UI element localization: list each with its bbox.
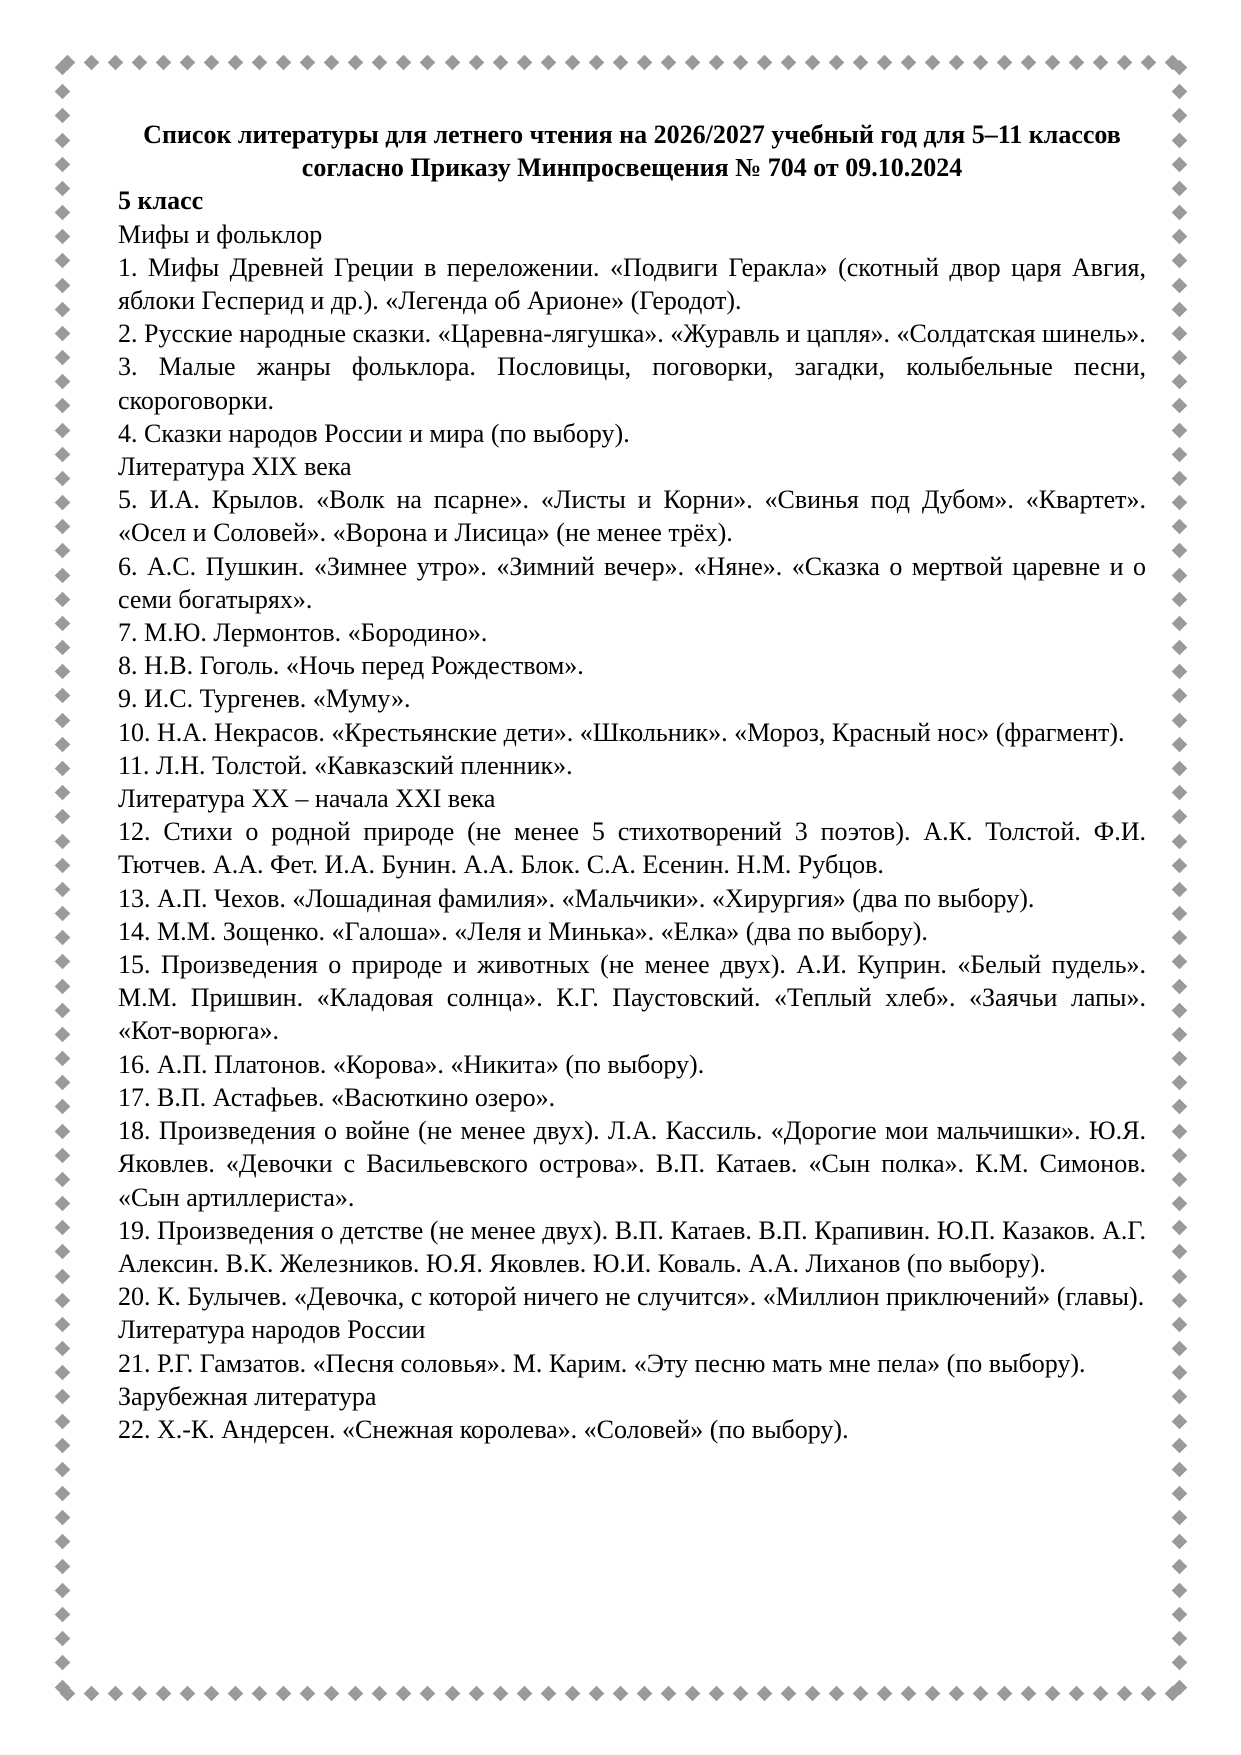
diamond-icon (54, 398, 70, 414)
diamond-icon (54, 519, 70, 535)
diamond-icon (1117, 1685, 1133, 1701)
diamond-icon (829, 1685, 845, 1701)
list-item: 1. Мифы Древней Греции в переложении. «Подвиги Геракла» (скотный двор царя Авгия, яблоки Гесперид и др.). «Легенда об Арионе» (Геродот). (118, 252, 1146, 316)
diamond-icon (54, 132, 70, 148)
page-border-left (52, 62, 72, 1693)
diamond-icon (1171, 229, 1187, 245)
document-title: Список литературы для летнего чтения на 2026/2027 учебный год для 5–11 классов согласно Приказу Минпросвещения № 704 от 09.10.2024 (143, 120, 1121, 183)
diamond-icon (1093, 54, 1109, 70)
list-item: 18. Произведения о войне (не менее двух). Л.А. Кассиль. «Дорогие мои мальчишки». Ю.Я. Яковлев. «Девочки с Васильевского острова». В.П. Катаев. «Сын полка». К.М. Симонов. «Сын артиллериста». (118, 1116, 1146, 1212)
diamond-icon (1171, 1027, 1187, 1043)
diamond-icon (661, 54, 677, 70)
diamond-icon (204, 54, 220, 70)
diamond-icon (612, 1685, 628, 1701)
diamond-icon (54, 1607, 70, 1623)
diamond-icon (420, 1685, 436, 1701)
diamond-icon (1045, 1685, 1061, 1701)
diamond-icon (228, 54, 244, 70)
diamond-icon (396, 1685, 412, 1701)
diamond-icon (1171, 1123, 1187, 1139)
diamond-icon (901, 54, 917, 70)
diamond-icon (1171, 954, 1187, 970)
diamond-icon (348, 1685, 364, 1701)
diamond-icon (516, 54, 532, 70)
diamond-icon (54, 882, 70, 898)
diamond-icon (1021, 1685, 1037, 1701)
diamond-icon (1171, 712, 1187, 728)
diamond-icon (925, 1685, 941, 1701)
diamond-icon (636, 54, 652, 70)
diamond-icon (54, 1051, 70, 1067)
diamond-icon (54, 712, 70, 728)
diamond-icon (228, 1685, 244, 1701)
diamond-icon (1171, 616, 1187, 632)
diamond-icon (54, 1583, 70, 1599)
reading-list (118, 218, 1146, 1447)
diamond-icon (54, 422, 70, 438)
diamond-icon (54, 1655, 70, 1671)
diamond-icon (853, 1685, 869, 1701)
list-item: 3. Малые жанры фольклора. Пословицы, поговорки, загадки, колыбельные песни, скороговорки. (118, 352, 1146, 415)
diamond-icon (829, 54, 845, 70)
diamond-icon (1171, 1486, 1187, 1502)
diamond-icon (54, 1172, 70, 1188)
diamond-icon (54, 1099, 70, 1115)
diamond-icon (54, 1268, 70, 1284)
list-item: 5. И.А. Крылов. «Волк на псарне». «Листы и Корни». «Свинья под Дубом». «Квартет». «Осел и Соловей». «Ворона и Лисица» (не менее трёх). (118, 485, 1146, 548)
diamond-icon (997, 54, 1013, 70)
diamond-icon (156, 1685, 172, 1701)
diamond-icon (949, 1685, 965, 1701)
diamond-icon (1171, 1220, 1187, 1236)
diamond-icon (468, 1685, 484, 1701)
list-item: 2. Русские народные сказки. «Царевна-лягушка». «Журавль и цапля». «Солдатская шинель». (118, 319, 1146, 349)
diamond-icon (54, 954, 70, 970)
list-item: 13. А.П. Чехов. «Лошадиная фамилия». «Мальчики». «Хирургия» (два по выбору). (118, 883, 1035, 913)
list-item: 21. Р.Г. Гамзатов. «Песня соловья». М. Карим. «Эту песню мать мне пела» (по выбору). (118, 1348, 1086, 1378)
section-heading: Литература XX – начала XXI века (118, 784, 496, 814)
section-heading: Зарубежная литература (118, 1381, 377, 1411)
diamond-icon (54, 833, 70, 849)
diamond-icon (54, 446, 70, 462)
diamond-icon (132, 1685, 148, 1701)
diamond-icon (540, 1685, 556, 1701)
diamond-icon (54, 857, 70, 873)
diamond-icon (588, 1685, 604, 1701)
diamond-icon (1141, 54, 1157, 70)
list-item: 22. Х.-К. Андерсен. «Снежная королева». «Соловей» (по выбору). (118, 1414, 849, 1444)
diamond-icon (612, 54, 628, 70)
diamond-icon (54, 1510, 70, 1526)
diamond-icon (1171, 1631, 1187, 1647)
diamond-icon (324, 1685, 340, 1701)
diamond-icon (252, 1685, 268, 1701)
diamond-icon (54, 1631, 70, 1647)
page-border-top (62, 52, 1179, 72)
diamond-icon (54, 60, 70, 76)
diamond-icon (1117, 54, 1133, 70)
diamond-icon (1171, 664, 1187, 680)
diamond-icon (84, 1685, 100, 1701)
list-item: 11. Л.Н. Толстой. «Кавказский пленник». (118, 750, 573, 780)
diamond-icon (54, 567, 70, 583)
diamond-icon (54, 156, 70, 172)
diamond-icon (1171, 1147, 1187, 1163)
section-heading: Литература народов России (118, 1315, 426, 1345)
list-item: 10. Н.А. Некрасов. «Крестьянские дети». «Школьник». «Мороз, Красный нос» (фрагмент). (118, 717, 1125, 747)
diamond-icon (1171, 519, 1187, 535)
diamond-icon (54, 205, 70, 221)
diamond-icon (1069, 54, 1085, 70)
diamond-icon (1171, 1558, 1187, 1574)
diamond-icon (949, 54, 965, 70)
diamond-icon (1093, 1685, 1109, 1701)
diamond-icon (1171, 785, 1187, 801)
diamond-icon (901, 1685, 917, 1701)
diamond-icon (1171, 84, 1187, 100)
diamond-icon (54, 543, 70, 559)
diamond-icon (54, 1317, 70, 1333)
diamond-icon (1171, 833, 1187, 849)
list-item: 12. Стихи о родной природе (не менее 5 стихотворений 3 поэтов). А.К. Толстой. Ф.И. Тютчев. А.А. Фет. И.А. Бунин. А.А. Блок. С.А. Есенин. Н.М. Рубцов. (118, 817, 1146, 880)
diamond-icon (588, 54, 604, 70)
diamond-icon (1171, 1317, 1187, 1333)
diamond-icon (204, 1685, 220, 1701)
diamond-icon (1171, 809, 1187, 825)
diamond-icon (1171, 1244, 1187, 1260)
diamond-icon (1171, 1172, 1187, 1188)
diamond-icon (444, 1685, 460, 1701)
diamond-icon (54, 761, 70, 777)
diamond-icon (54, 906, 70, 922)
diamond-icon (877, 1685, 893, 1701)
grade-heading: 5 класс (118, 186, 204, 216)
diamond-icon (1171, 1002, 1187, 1018)
diamond-icon (925, 54, 941, 70)
diamond-icon (516, 1685, 532, 1701)
diamond-icon (54, 108, 70, 124)
diamond-icon (757, 1685, 773, 1701)
diamond-icon (1171, 1292, 1187, 1308)
diamond-icon (54, 229, 70, 245)
diamond-icon (1171, 1607, 1187, 1623)
diamond-icon (1171, 1389, 1187, 1405)
diamond-icon (276, 1685, 292, 1701)
diamond-icon (1069, 1685, 1085, 1701)
diamond-icon (492, 54, 508, 70)
diamond-icon (1171, 374, 1187, 390)
diamond-icon (1171, 543, 1187, 559)
diamond-icon (685, 1685, 701, 1701)
diamond-icon (54, 471, 70, 487)
diamond-icon (54, 1341, 70, 1357)
diamond-icon (1171, 1341, 1187, 1357)
diamond-icon (372, 1685, 388, 1701)
diamond-icon (1171, 930, 1187, 946)
diamond-icon (54, 1027, 70, 1043)
diamond-icon (1045, 54, 1061, 70)
diamond-icon (54, 1292, 70, 1308)
diamond-icon (54, 737, 70, 753)
diamond-icon (709, 1685, 725, 1701)
diamond-icon (1171, 471, 1187, 487)
diamond-icon (54, 350, 70, 366)
diamond-icon (1171, 350, 1187, 366)
diamond-icon (685, 54, 701, 70)
section-heading: Литература XIX века (118, 452, 352, 482)
diamond-icon (1171, 1438, 1187, 1454)
diamond-icon (1171, 882, 1187, 898)
diamond-icon (1021, 54, 1037, 70)
diamond-icon (1171, 1051, 1187, 1067)
diamond-icon (1171, 422, 1187, 438)
diamond-icon (1141, 1685, 1157, 1701)
list-item: 7. М.Ю. Лермонтов. «Бородино». (118, 618, 488, 648)
diamond-icon (54, 1002, 70, 1018)
diamond-icon (54, 592, 70, 608)
diamond-icon (54, 253, 70, 269)
diamond-icon (805, 1685, 821, 1701)
document-body (118, 118, 1146, 1446)
diamond-icon (1171, 1655, 1187, 1671)
diamond-icon (733, 1685, 749, 1701)
diamond-icon (54, 84, 70, 100)
diamond-icon (1171, 446, 1187, 462)
diamond-icon (1171, 132, 1187, 148)
diamond-icon (54, 1558, 70, 1574)
diamond-icon (1171, 906, 1187, 922)
diamond-icon (54, 1147, 70, 1163)
diamond-icon (781, 54, 797, 70)
diamond-icon (1171, 1462, 1187, 1478)
diamond-icon (1171, 1268, 1187, 1284)
diamond-icon (1171, 592, 1187, 608)
diamond-icon (1171, 978, 1187, 994)
list-item: 4. Сказки народов России и мира (по выбору). (118, 418, 630, 448)
list-item: 15. Произведения о природе и животных (не менее двух). А.И. Куприн. «Белый пудель». М.М. Пришвин. «Кладовая солнца». К.Г. Паустовский. «Теплый хлеб». «Заячьи лапы». «Кот-ворюга». (118, 950, 1146, 1046)
diamond-icon (54, 1196, 70, 1212)
diamond-icon (372, 54, 388, 70)
diamond-icon (108, 1685, 124, 1701)
diamond-icon (1171, 857, 1187, 873)
section-heading: Мифы и фольклор (118, 219, 323, 249)
diamond-icon (1171, 277, 1187, 293)
diamond-icon (1171, 1196, 1187, 1212)
diamond-icon (300, 1685, 316, 1701)
diamond-icon (853, 54, 869, 70)
diamond-icon (396, 54, 412, 70)
diamond-icon (84, 54, 100, 70)
diamond-icon (1171, 688, 1187, 704)
diamond-icon (877, 54, 893, 70)
diamond-icon (156, 54, 172, 70)
diamond-icon (276, 54, 292, 70)
diamond-icon (108, 54, 124, 70)
diamond-icon (54, 1413, 70, 1429)
diamond-icon (1171, 1099, 1187, 1115)
diamond-icon (180, 54, 196, 70)
diamond-icon (973, 1685, 989, 1701)
diamond-icon (54, 1220, 70, 1236)
diamond-icon (324, 54, 340, 70)
diamond-icon (1171, 156, 1187, 172)
diamond-icon (1171, 640, 1187, 656)
diamond-icon (1171, 1075, 1187, 1091)
diamond-icon (973, 54, 989, 70)
diamond-icon (54, 930, 70, 946)
diamond-icon (1171, 1365, 1187, 1381)
diamond-icon (54, 1679, 70, 1695)
diamond-icon (1171, 181, 1187, 197)
diamond-icon (300, 54, 316, 70)
diamond-icon (54, 616, 70, 632)
diamond-icon (636, 1685, 652, 1701)
diamond-icon (54, 809, 70, 825)
diamond-icon (1171, 398, 1187, 414)
diamond-icon (1171, 1583, 1187, 1599)
diamond-icon (180, 1685, 196, 1701)
diamond-icon (54, 181, 70, 197)
diamond-icon (54, 1365, 70, 1381)
diamond-icon (420, 54, 436, 70)
diamond-icon (1171, 108, 1187, 124)
diamond-icon (54, 1123, 70, 1139)
diamond-icon (564, 1685, 580, 1701)
page-border-right (1169, 62, 1189, 1693)
list-item: 9. И.С. Тургенев. «Муму». (118, 684, 411, 714)
diamond-icon (54, 688, 70, 704)
diamond-icon (1171, 567, 1187, 583)
diamond-icon (54, 326, 70, 342)
diamond-icon (492, 1685, 508, 1701)
diamond-icon (468, 54, 484, 70)
diamond-icon (54, 785, 70, 801)
diamond-icon (1171, 1413, 1187, 1429)
diamond-icon (1171, 495, 1187, 511)
diamond-icon (54, 640, 70, 656)
list-item: 6. А.С. Пушкин. «Зимнее утро». «Зимний вечер». «Няне». «Сказка о мертвой царевне и о семи богатырях». (118, 551, 1146, 614)
diamond-icon (348, 54, 364, 70)
diamond-icon (1171, 205, 1187, 221)
diamond-icon (1171, 301, 1187, 317)
diamond-icon (757, 54, 773, 70)
diamond-icon (54, 1462, 70, 1478)
diamond-icon (444, 54, 460, 70)
diamond-icon (54, 1534, 70, 1550)
diamond-icon (54, 277, 70, 293)
list-item: 17. В.П. Астафьев. «Васюткино озеро». (118, 1082, 556, 1112)
diamond-icon (132, 54, 148, 70)
list-item: 19. Произведения о детстве (не менее двух). В.П. Катаев. В.П. Крапивин. Ю.П. Казаков. А.Г. Алексин. В.К. Железников. Ю.Я. Яковлев. Ю.И. Коваль. А.А. Лиханов (по выбору). (118, 1215, 1146, 1278)
diamond-icon (54, 1244, 70, 1260)
list-item: 14. М.М. Зощенко. «Галоша». «Леля и Минька». «Елка» (два по выбору). (118, 916, 928, 946)
diamond-icon (1171, 326, 1187, 342)
diamond-icon (1171, 253, 1187, 269)
diamond-icon (54, 495, 70, 511)
diamond-icon (54, 1438, 70, 1454)
diamond-icon (661, 1685, 677, 1701)
diamond-icon (709, 54, 725, 70)
diamond-icon (1171, 60, 1187, 76)
diamond-icon (1171, 1534, 1187, 1550)
diamond-icon (54, 1389, 70, 1405)
list-item: 16. А.П. Платонов. «Корова». «Никита» (по выбору). (118, 1049, 705, 1079)
diamond-icon (805, 54, 821, 70)
diamond-icon (564, 54, 580, 70)
diamond-icon (997, 1685, 1013, 1701)
diamond-icon (252, 54, 268, 70)
diamond-icon (54, 301, 70, 317)
diamond-icon (54, 1075, 70, 1091)
diamond-icon (54, 664, 70, 680)
list-item: 20. К. Булычев. «Девочка, с которой ничего не случится». «Миллион приключений» (главы). (118, 1282, 1145, 1312)
diamond-icon (54, 1486, 70, 1502)
diamond-icon (781, 1685, 797, 1701)
diamond-icon (1171, 1679, 1187, 1695)
diamond-icon (1171, 761, 1187, 777)
page-border-bottom (62, 1683, 1179, 1703)
diamond-icon (54, 978, 70, 994)
diamond-icon (540, 54, 556, 70)
diamond-icon (733, 54, 749, 70)
diamond-icon (1171, 1510, 1187, 1526)
list-item: 8. Н.В. Гоголь. «Ночь перед Рождеством». (118, 651, 584, 681)
diamond-icon (54, 374, 70, 390)
diamond-icon (1171, 737, 1187, 753)
